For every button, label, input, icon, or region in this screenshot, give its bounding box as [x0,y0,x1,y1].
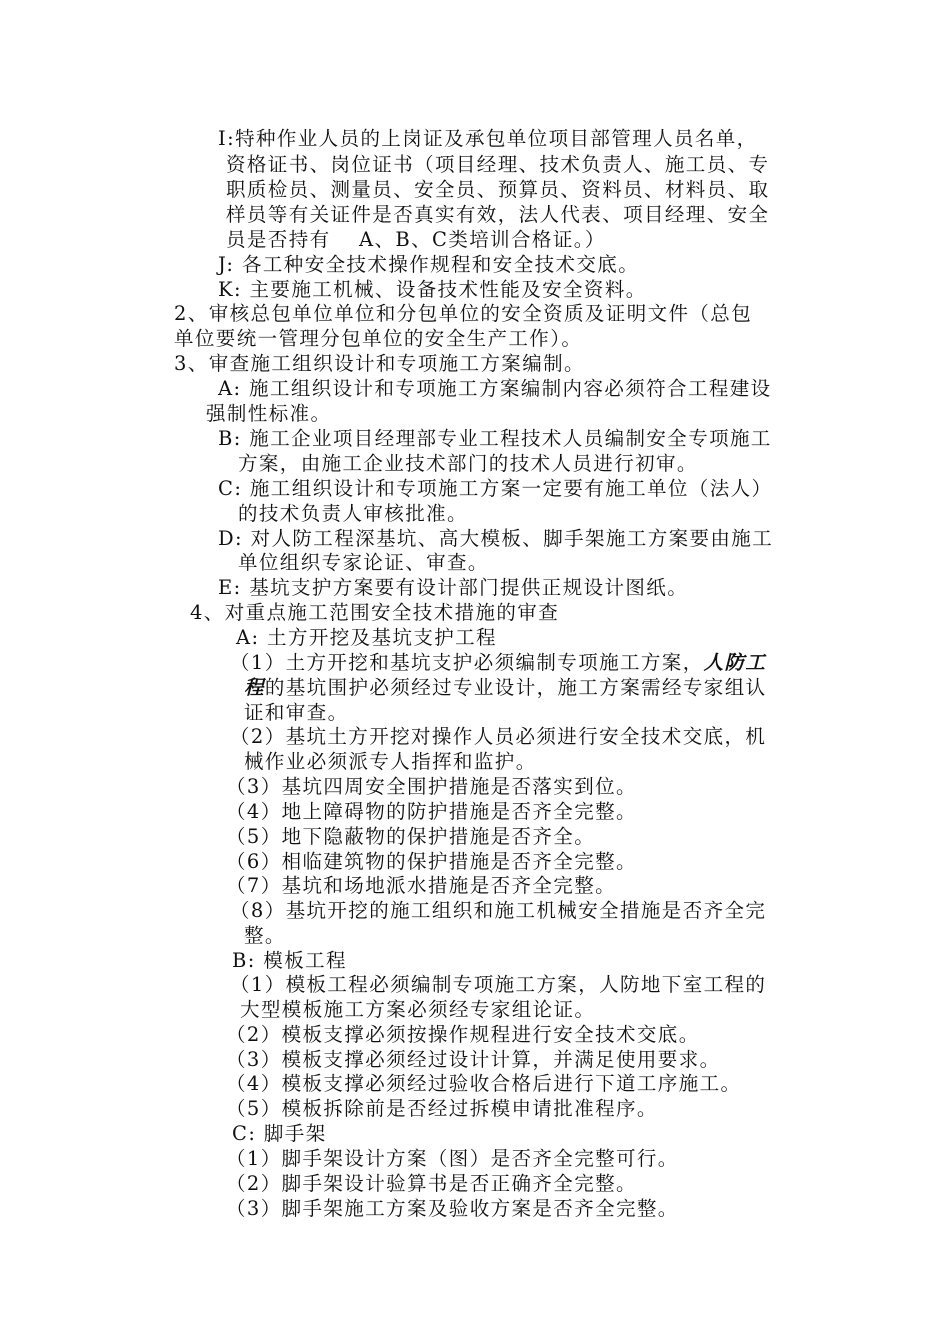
text-line: 单位组织专家论证、审查。 [238,551,489,574]
text-line: 单位要统一管理分包单位的安全生产工作）。 [174,327,583,350]
text-line: （2）基坑土方开挖对操作人员必须进行安全技术交底，机 [230,725,767,748]
text-line: A: 施工组织设计和专项施工方案编制内容必须符合工程建设 [218,377,772,400]
text-line: E: 基坑支护方案要有设计部门提供正规设计图纸。 [218,576,689,599]
text-line: 证和审查。 [244,701,349,724]
text-line: J: 各工种安全技术操作规程和安全技术交底。 [218,253,640,276]
text-line: 的技术负责人审核批准。 [238,502,468,525]
text-line: 样员等有关证件是否真实有效，法人代表、项目经理、安全 [226,203,770,226]
text-line [244,675,767,701]
text-line: （4）模板支撑必须经过验收合格后进行下道工序施工。 [226,1072,742,1095]
text-line: 械作业必须派专人指挥和监护。 [244,750,537,773]
text-line: （7）基坑和场地派水措施是否齐全完整。 [226,874,617,897]
text-line: （5）模板拆除前是否经过拆模申请批准程序。 [226,1097,658,1120]
text-line: B: 模板工程 [232,949,347,972]
text-line: （3）模板支撑必须经过设计计算，并满足使用要求。 [226,1048,721,1071]
text-line: （1）模板工程必须编制专项施工方案，人防地下室工程的 [230,973,767,996]
text-line: （4）地上障碍物的防护措施是否齐全完整。 [226,800,637,823]
text-line: （3）基坑四周安全围护措施是否落实到位。 [226,775,637,798]
text-line: （6）相临建筑物的保护措施是否齐全完整。 [226,850,637,873]
text-line: B: 施工企业项目经理部专业工程技术人员编制安全专项施工 [218,427,772,450]
text-span: 的基坑围护必须经过专业设计，施工方案需经专家组认 [264,676,767,699]
text-line: C: 施工组织设计和专项施工方案一定要有施工单位（法人） [218,477,773,500]
text-line: A: 土方开挖及基坑支护工程 [236,626,497,649]
text-line: 方案，由施工企业技术部门的技术人员进行初审。 [238,452,698,475]
text-line: D: 对人防工程深基坑、高大模板、脚手架施工方案要由施工 [218,527,774,550]
text-line: （1）脚手架设计方案（图）是否齐全完整可行。 [226,1147,679,1170]
text-span: （1）土方开挖和基坑支护必须编制专项施工方案， [230,651,704,674]
text-line: 3、审查施工组织设计和专项施工方案编制。 [174,352,585,375]
text-line: 员是否持有 A、B、C类培训合格证。） [226,228,606,251]
emphasis-text: 人防工 [703,651,767,674]
text-line: （3）脚手架施工方案及验收方案是否齐全完整。 [226,1197,679,1220]
text-line: 2、审核总包单位单位和分包单位的安全资质及证明文件（总包 [174,302,753,325]
text-line: 强制性标准。 [206,402,332,425]
text-line: I:特种作业人员的上岗证及承包单位项目部管理人员名单， [218,127,758,150]
text-line [230,650,766,676]
emphasis-text: 程 [244,676,265,699]
text-line: K: 主要施工机械、设备技术性能及安全资料。 [218,278,647,301]
text-line: （2）模板支撑必须按操作规程进行安全技术交底。 [226,1023,700,1046]
text-line: 整。 [244,924,286,947]
text-line: （5）地下隐蔽物的保护措施是否齐全。 [226,825,596,848]
text-line: 资格证书、岗位证书（项目经理、技术负责人、施工员、专 [226,153,770,176]
text-line: （8）基坑开挖的施工组织和施工机械安全措施是否齐全完 [230,899,767,922]
section-heading: 4、对重点施工范围安全技术措施的审查 [190,601,560,624]
text-line: C: 脚手架 [232,1122,327,1145]
text-line: 大型模板施工方案必须经专家组论证。 [240,998,596,1021]
text-line: （2）脚手架设计验算书是否正确齐全完整。 [226,1172,637,1195]
text-line: 职质检员、测量员、安全员、预算员、资料员、材料员、取 [226,178,770,201]
